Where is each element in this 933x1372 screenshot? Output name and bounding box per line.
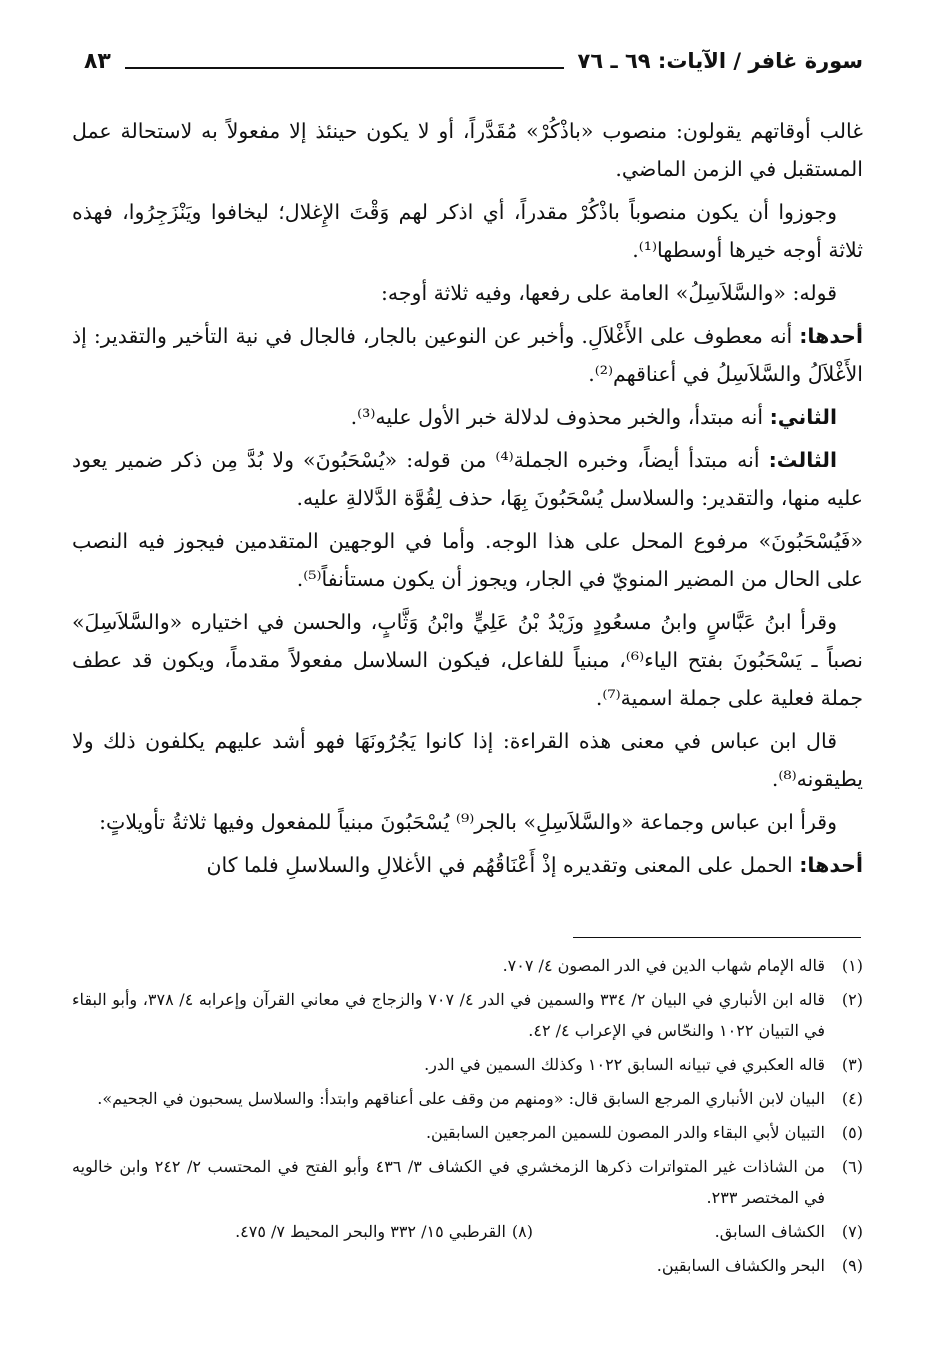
paragraph-lead: أحدها: (799, 324, 863, 348)
paragraph-lead: أحدها: (799, 853, 863, 877)
paragraph: وجوزوا أن يكون منصوباً باذْكُرْ مقدراً، أي اذكر لهم وَقْتَ الإِغلال؛ ليخافوا ويَنْزَجِرُوا، فهذه ثلاثة أوجه خيرها أوسطها⁽¹⁾. (72, 200, 863, 262)
footnote (72, 1117, 863, 1148)
footnote (72, 1151, 863, 1213)
paragraph: غالب أوقاتهم يقولون: منصوب «باذْكُرْ» مُقَدَّراً، أو لا يكون حينئذ إلا مفعولاً به لاستحالة عمل المستقبل في الزمن الماضي. (72, 119, 863, 181)
footnote-number: (٥) (841, 1123, 863, 1142)
paragraph: أحدها: الحمل على المعنى وتقديره إذْ أَعْنَاقُهُم في الأغلالِ والسلاسلِ فلما كان (206, 853, 863, 877)
paragraph: «فَيُسْحَبُونَ» مرفوع المحل على هذا الوجه. وأما في الوجهين المتقدمين فيجوز فيه النصب على الحال من المضير المنويّ في الجار، ويجوز أن يكون مستأنفاً⁽⁵⁾. (72, 529, 863, 591)
paragraph: وقرأ ابن عباس وجماعة «والسَّلاَسِلِ» بالجر⁽⁹⁾ يُسْحَبُونَ مبنياً للمفعول وفيها ثلاثةُ تأويلاتٍ: (99, 810, 837, 834)
surah-title: سورة غافر / الآيات: ٦٩ ـ ٧٦ (577, 49, 863, 73)
footnote-text: الكشاف السابق. (714, 1222, 825, 1241)
footnote-number: (٨) (511, 1222, 533, 1241)
paragraph: وقرأ ابنُ عَبَّاسٍ وابنُ مسعُودٍ وزَيْدُ بْنُ عَلِيٍّ وابْنُ وَثَّابٍ، والحسن في اختياره «والسَّلاَسِلَ» نصباً ـ يَسْحَبُونَ بفتح الياء⁽⁶⁾، مبنياً للفاعل، فيكون السلاسل مفعولاً مقدماً، ويكون قد عطف جملة فعلية على جملة اسمية⁽⁷⁾. (72, 610, 863, 710)
footnote-number: (٦) (841, 1157, 863, 1176)
footnote-number: (٤) (841, 1089, 863, 1108)
footnote-text: قاله ابن الأنباري في البيان ٢/ ٣٣٤ والسمين في الدر ٤/ ٧٠٧ والزجاج في معاني القرآن وإعرابه ٤/ ٣٧٨، وأبو البقاء في التبيان ١٠٢٢ والنحّاس في الإعراب ٤/ ٤٢. (72, 990, 826, 1040)
paragraph: أحدها: أنه معطوف على الأَغْلاَلِ. وأخبر عن النوعين بالجار، فالجال في نية التأخير والتقدير: إذ الأَغْلاَلُ والسَّلاَسِلُ في أعناقهم⁽²⁾. (72, 324, 863, 386)
footnote-text: قاله العكبري في تبيانه السابق ١٠٢٢ وكذلك السمين في الدر. (424, 1055, 825, 1074)
footnote-separator (573, 937, 861, 938)
footnotes (72, 950, 863, 1284)
footnote (72, 950, 863, 981)
page-number: ٨٣ (84, 48, 111, 74)
footnote (235, 1216, 533, 1247)
footnote-text: البحر والكشاف السابقين. (656, 1256, 825, 1275)
footnote (72, 1083, 863, 1114)
footnote-pair (72, 1216, 863, 1247)
footnote-number: (٣) (841, 1055, 863, 1074)
footnote-number: (٩) (841, 1256, 863, 1275)
paragraph: الثالث: أنه مبتدأ أيضاً، وخبره الجملة⁽⁴⁾ من قوله: «يُسْحَبُونَ» ولا بُدَّ مِن ذكر ضمير يعود عليه منها، والتقدير: والسلاسل يُسْحَبُونَ بِهَا، حذف لِقُوَّة الدَّلالةِ عليه. (72, 448, 863, 510)
footnote-number: (١) (841, 956, 863, 975)
header-rule (125, 67, 564, 69)
footnote (533, 1216, 863, 1247)
footnote (72, 984, 863, 1046)
footnote-text: التبيان لأبي البقاء والدر المصون للسمين المرجعين السابقين. (425, 1123, 825, 1142)
footnote-number: (٧) (841, 1222, 863, 1241)
paragraph: قال ابن عباس في معنى هذه القراءة: إذا كانوا يَجُرُونَهَا فهو أشد عليهم يكلفون ذلك ولا يطيقونه⁽⁸⁾. (72, 729, 863, 791)
paragraph-lead: الثالث: (768, 448, 837, 472)
paragraph: قوله: «والسَّلاَسِلُ» العامة على رفعها، وفيه ثلاثة أوجه: (380, 281, 837, 305)
footnote-text: القرطبي ١٥/ ٣٣٢ والبحر المحيط ٧/ ٤٧٥. (235, 1222, 506, 1241)
footnote-text: من الشاذات غير المتواترات ذكرها الزمخشري في الكشاف ٣/ ٤٣٦ وأبو الفتح في المحتسب ٢/ ٢٤٢ وابن خالويه في المختصر ٢٣٣. (72, 1157, 826, 1207)
paragraph: الثاني: أنه مبتدأ، والخبر محذوف لدلالة خبر الأول عليه⁽³⁾. (350, 405, 837, 429)
footnote (72, 1049, 863, 1080)
footnote-number: (٢) (841, 990, 863, 1009)
main-text (72, 112, 863, 889)
footnote-text: البيان لابن الأنباري المرجع السابق قال: «ومنهم من وقف على أعناقهم وابتدأ: والسلاسل يسحبون في الجحيم». (97, 1089, 825, 1108)
footnote-text: قاله الإمام شهاب الدين في الدر المصون ٤/ ٧٠٧. (502, 956, 825, 975)
running-header (84, 38, 863, 84)
footnote (72, 1250, 863, 1281)
paragraph-lead: الثاني: (769, 405, 837, 429)
